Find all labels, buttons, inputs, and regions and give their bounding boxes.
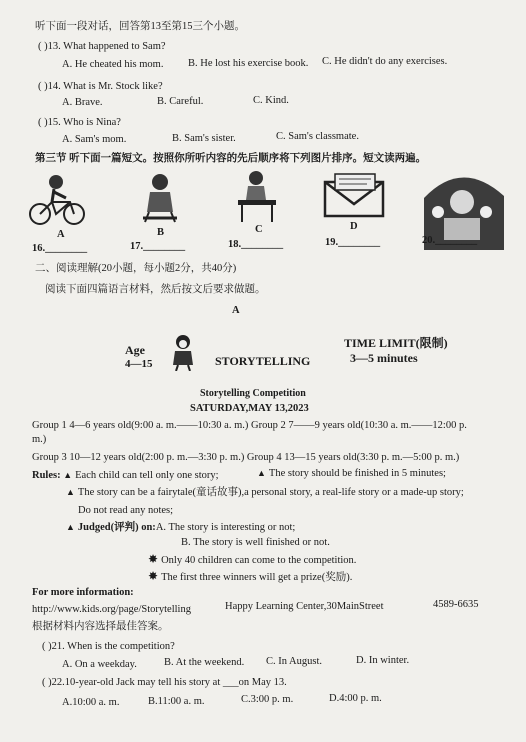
q13-option-a[interactable]: A. He cheated his mom. [62,59,164,70]
answer-blank-17[interactable]: 17.________ [130,241,186,252]
q21-option-b[interactable]: B. At the weekend. [164,657,245,668]
groups-line-1: Group 1 4—6 years old(9:00 a. m.——10:30 a. m.) Group 2 7——9 years old(10:30 a. m.——12:00 p. [32,420,467,431]
q15-option-a[interactable]: A. Sam's mom. [62,134,127,145]
info-phone: 4589-6635 [433,599,479,610]
picture-label-c: C [255,224,263,235]
triangle-bullet-icon: ▲ [257,468,266,478]
q22-option-c[interactable]: C.3:00 p. m. [241,694,294,705]
q15-option-b[interactable]: B. Sam's sister. [172,133,236,144]
info-address: Happy Learning Center,30MainStreet [225,601,384,612]
q13-option-c[interactable]: C. He didn't do any exercises. [322,56,448,67]
info-url[interactable]: http://www.kids.org/page/Storytelling [32,604,191,615]
picture-label-a: A [57,229,65,240]
reading-instruction: 阅读下面四篇语言材料，然后按文后要求做题。 [45,284,266,295]
star-bullet-icon: ✸ [148,569,159,583]
judged-2: B. The story is well finished or not. [181,537,330,548]
triangle-bullet-icon: ▲ [66,487,75,497]
q22-option-a[interactable]: A.10:00 a. m. [62,697,120,708]
time-limit-label: TIME LIMIT(限制) [344,336,448,350]
question-13-stem: ( )13. What happened to Sam? [38,41,166,52]
triangle-bullet-icon: ▲ [66,522,75,532]
age-label: Age [125,343,145,357]
poster-title: STORYTELLING [215,354,311,368]
judged-1: A. The story is interesting or not; [155,522,296,533]
person-sitting-image [135,172,185,226]
q13-option-b[interactable]: B. He lost his exercise book. [188,58,309,69]
section3-instruction: 第三节 听下面一篇短文。按照你所听内容的先后顺序将下列图片排序。短文读两遍。 [35,153,427,164]
q15-option-c[interactable]: C. Sam's classmate. [276,131,359,142]
reading-heading: 二、阅读理解(20小题，每小题2分，共40分) [35,263,237,274]
rule-3b: Do not read any notes; [78,505,174,516]
rule-1: Each child can tell only one story; [75,470,219,481]
answer-blank-16[interactable]: 16.________ [32,243,88,254]
age-range: 4—15 [125,358,153,370]
rule-3: The story can be a fairytale(童话故事),a personal story, a real-life story or a made-up story; [77,487,464,498]
q21-option-c[interactable]: C. In August. [266,656,323,667]
triangle-bullet-icon: ▲ [63,470,73,480]
question-14-stem: ( )14. What is Mr. Stock like? [38,81,163,92]
q14-option-a[interactable]: A. Brave. [62,97,103,108]
envelope-letter-image [323,172,387,220]
question-21-stem: ( )21. When is the competition? [42,641,175,652]
answer-blank-18[interactable]: 18.________ [228,239,284,250]
q14-option-b[interactable]: B. Careful. [157,96,204,107]
storyteller-figure-icon [170,333,196,371]
info-label: For more information: [32,587,134,598]
passage-label: A [232,305,240,316]
answer-prompt: 根据材料内容选择最佳答案。 [32,621,169,632]
picture-label-d: D [350,221,358,232]
q22-option-d[interactable]: D.4:00 p. m. [329,693,382,704]
rule-2: The story should be finished in 5 minutes; [268,468,446,479]
answer-blank-19[interactable]: 19.________ [325,237,381,248]
q21-option-a[interactable]: A. On a weekday. [62,659,137,670]
star-bullet-icon: ✸ [148,552,159,566]
groups-line-2: Group 3 10—12 years old(2:00 p. m.—3:30 p. m.) Group 4 13—15 years old(3:30 p. m.—5:00 p. m.) [32,452,460,463]
star-note-1: Only 40 children can come to the competition. [161,555,357,566]
q14-option-c[interactable]: C. Kind. [253,95,289,106]
question-22-stem: ( )22.10-year-old Jack may tell his story at ___on May 13. [42,677,287,688]
judged-label: Judged(评判) on: [77,522,156,533]
answer-blank-20[interactable]: 20.________ [422,235,478,246]
student-at-desk-image [234,168,280,224]
listening-intro: 听下面一段对话，回答第13至第15三个小题。 [35,21,245,32]
picture-label-b: B [157,227,165,238]
rules-label: Rules: [32,470,61,481]
q22-option-b[interactable]: B.11:00 a. m. [148,696,205,707]
groups-line-1b: m.) [32,434,47,445]
q21-option-d[interactable]: D. In winter. [356,655,410,666]
time-limit-value: 3—5 minutes [350,351,418,365]
boy-riding-bike-image [26,172,88,228]
question-15-stem: ( )15. Who is Nina? [38,117,121,128]
competition-title: Storytelling Competition [200,388,306,399]
competition-date: SATURDAY,MAY 13,2023 [190,403,309,414]
star-note-2: The first three winners will get a prize(奖励). [161,572,353,583]
